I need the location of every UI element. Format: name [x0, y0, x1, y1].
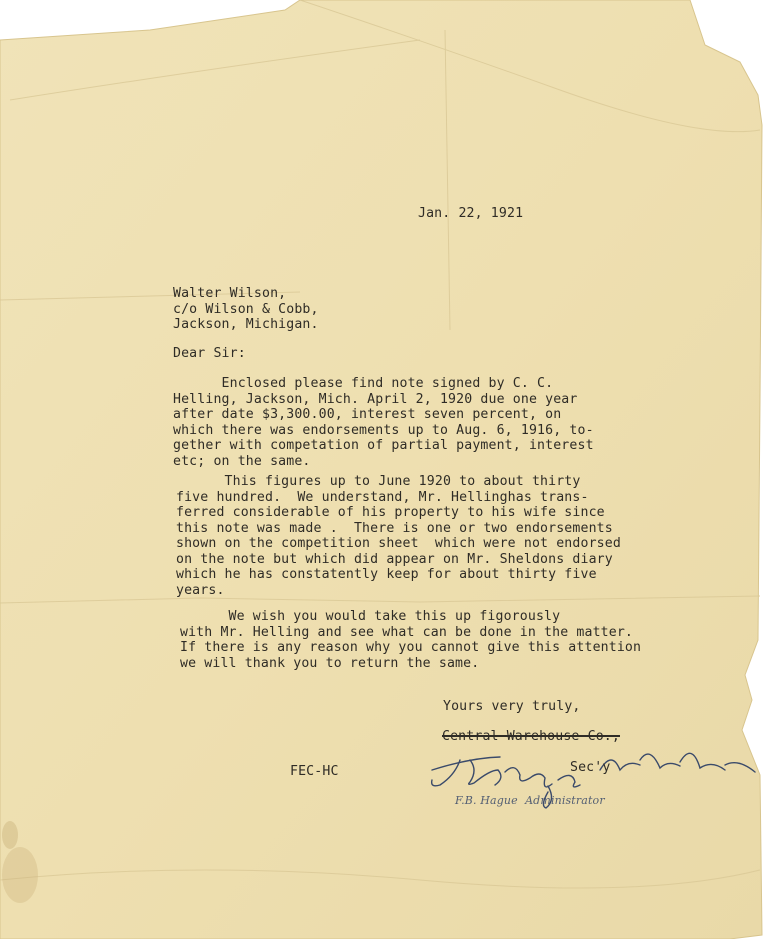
body-line: with Mr. Helling and see what can be done in the matter.: [180, 624, 634, 640]
salutation: Dear Sir:: [173, 346, 246, 361]
body-line: this note was made . There is one or two endorsements: [176, 520, 613, 536]
body-line: five hundred. We understand, Mr. Hellinghas trans-: [176, 489, 589, 505]
body-paragraph-3: [180, 609, 641, 671]
recipient-line: Walter Wilson,: [173, 286, 287, 301]
signature-text: F.B. Hague Administrator: [455, 794, 605, 807]
title-typed: Sec'y: [570, 760, 611, 775]
body-line: which there was endorsements up to Aug. 6, 1916, to-: [173, 422, 594, 438]
letter-date: Jan. 22, 1921: [418, 206, 524, 221]
company-name-struck: Central Warehouse Co.,: [442, 729, 620, 744]
body-paragraph-2: [176, 474, 621, 598]
body-line: gether with competation of partial payment, interest: [173, 438, 594, 453]
body-line: ferred considerable of his property to his wife since: [176, 505, 605, 520]
body-line: If there is any reason why you cannot give this attention: [180, 640, 642, 655]
body-line: etc; on the same.: [173, 453, 311, 469]
body-line: Helling, Jackson, Mich. April 2, 1920 due one year: [173, 391, 578, 407]
closing: Yours very truly,: [443, 699, 581, 714]
body-line: Enclosed please find note signed by C. C.: [173, 376, 554, 391]
paper-stain: [2, 847, 38, 903]
body-line: We wish you would take this up figorously: [180, 609, 561, 624]
body-line: years.: [176, 582, 225, 598]
recipient-line: c/o Wilson & Cobb,: [173, 301, 319, 317]
initials: FEC-HC: [290, 764, 339, 779]
recipient-line: Jackson, Michigan.: [173, 317, 319, 332]
recipient-address: [173, 286, 319, 333]
body-line: which he has constatently keep for about thirty five: [176, 567, 597, 582]
body-line: we will thank you to return the same.: [180, 655, 480, 671]
body-line: on the note but which did appear on Mr. Sheldons diary: [176, 551, 613, 567]
paper-stain: [2, 821, 18, 849]
body-line: This figures up to June 1920 to about thirty: [176, 474, 581, 489]
body-line: shown on the competition sheet which were not endorsed: [176, 536, 621, 551]
body-paragraph-1: [173, 376, 594, 469]
body-line: after date $3,300.00, interest seven percent, on: [173, 407, 562, 422]
